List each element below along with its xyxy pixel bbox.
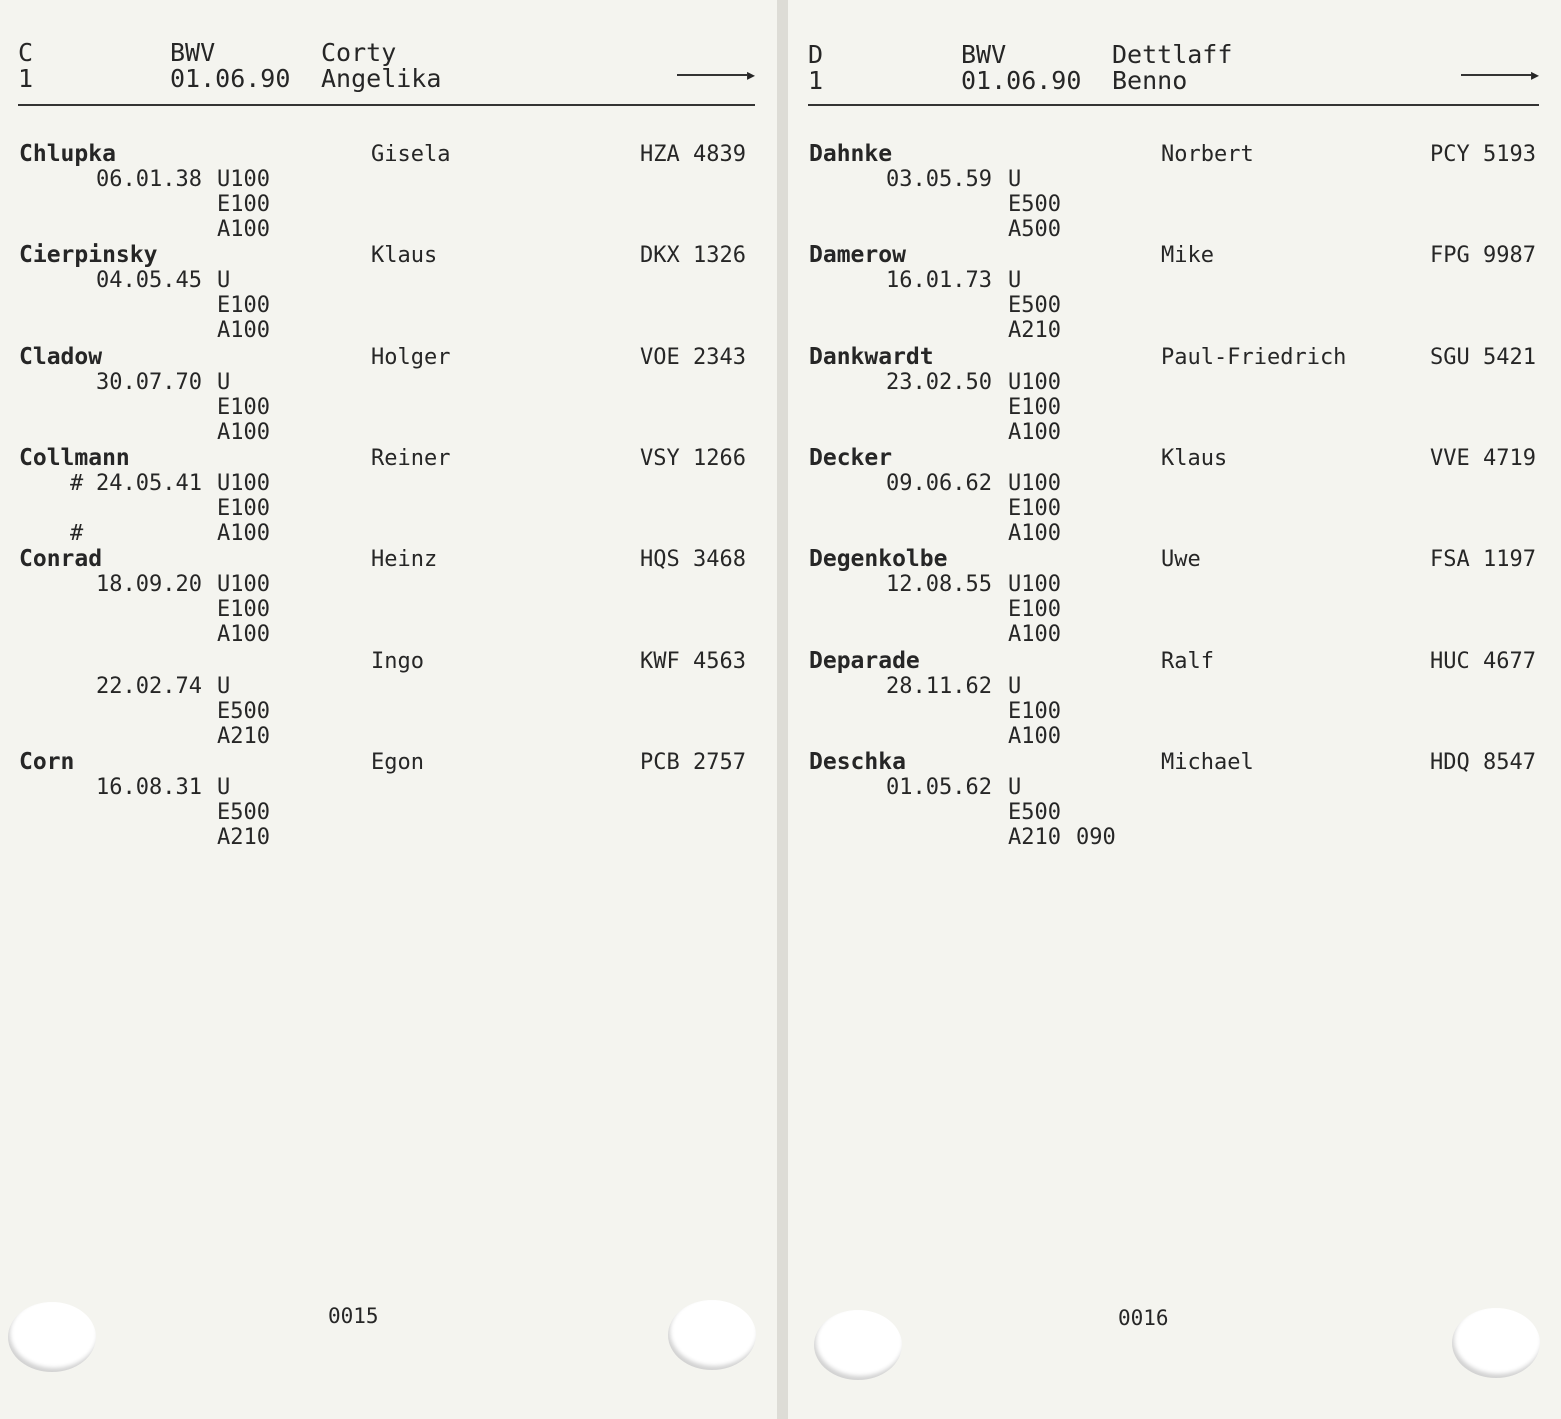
entry-e-code: E100 xyxy=(217,597,270,623)
entry-a-code: A100 xyxy=(1008,622,1061,648)
header-firstname: Benno xyxy=(1112,66,1188,95)
header-letter: C xyxy=(18,38,34,67)
entry-surname: Chlupka xyxy=(19,141,116,167)
list-item xyxy=(0,142,777,243)
arrow-right-icon: ▸ xyxy=(1461,68,1539,82)
entry-birthdate: 03.05.59 xyxy=(886,167,992,192)
list-item xyxy=(788,750,1561,851)
entry-a-code: A210 xyxy=(1008,824,1061,850)
list-item xyxy=(788,142,1561,243)
entry-a-code: A210 xyxy=(217,723,270,749)
entry-code: PCB 2757 xyxy=(640,749,746,775)
entry-a-code: A100 xyxy=(217,520,270,546)
entry-firstname: Norbert xyxy=(1161,142,1254,167)
entry-surname: Corn xyxy=(19,748,75,775)
entry-u-code: U xyxy=(1008,673,1022,699)
entry-surname: Dahnke xyxy=(809,141,893,167)
entry-code: FSA 1197 xyxy=(1430,547,1536,573)
header-date: 01.06.90 xyxy=(170,64,291,93)
entry-u-code: U xyxy=(1008,774,1022,800)
entry-code: VSY 1266 xyxy=(640,445,746,471)
entry-surname: Collmann xyxy=(19,444,130,471)
list-item xyxy=(0,750,777,851)
entry-u-code: U100 xyxy=(1008,369,1061,395)
entry-a-code: A100 xyxy=(217,622,270,648)
entry-u-code: U xyxy=(1008,167,1022,192)
entry-firstname: Heinz xyxy=(371,547,438,573)
entry-u-code: U100 xyxy=(217,167,270,192)
entry-e-code: E500 xyxy=(1008,192,1061,217)
entry-e-code: E100 xyxy=(217,495,270,521)
entry-birthdate: 16.01.73 xyxy=(886,268,992,294)
entry-firstname: Reiner xyxy=(371,445,451,471)
entry-u-code: U100 xyxy=(217,470,270,496)
entry-birthdate: 22.02.74 xyxy=(96,673,202,699)
entry-firstname: Klaus xyxy=(1161,445,1228,471)
entry-code: VOE 2343 xyxy=(640,344,746,370)
entry-firstname: Uwe xyxy=(1161,547,1201,573)
entry-firstname: Ralf xyxy=(1161,648,1214,674)
list-item xyxy=(0,243,777,344)
entry-birthdate: 28.11.62 xyxy=(886,673,992,699)
header-number: 1 xyxy=(808,66,824,95)
header-org: BWV xyxy=(961,40,1007,69)
entry-birthdate: 04.05.45 xyxy=(96,268,202,294)
header-surname: Corty xyxy=(321,38,397,67)
list-item xyxy=(788,243,1561,344)
entry-firstname: Gisela xyxy=(371,142,451,167)
entry-marker: # xyxy=(70,470,84,496)
entry-e-code: E100 xyxy=(217,293,270,319)
entry-firstname: Holger xyxy=(371,344,451,370)
page-right xyxy=(788,0,1561,1419)
entry-u-code: U xyxy=(217,268,231,294)
entry-surname: Degenkolbe xyxy=(809,546,948,573)
entry-code: HZA 4839 xyxy=(640,142,746,167)
header-number: 1 xyxy=(18,64,34,93)
entry-a-extra: 090 xyxy=(1076,824,1116,850)
entry-birthdate: 16.08.31 xyxy=(96,774,202,800)
entry-e-code: E100 xyxy=(1008,495,1061,521)
entry-firstname: Egon xyxy=(371,749,424,775)
list-item xyxy=(788,649,1561,750)
entry-u-code: U100 xyxy=(1008,470,1061,496)
entry-e-code: E500 xyxy=(1008,293,1061,319)
entry-code: PCY 5193 xyxy=(1430,142,1536,167)
entry-e-code: E500 xyxy=(1008,799,1061,825)
entry-u-code: U xyxy=(217,774,231,800)
entry-u-code: U xyxy=(1008,268,1022,294)
header-date: 01.06.90 xyxy=(961,66,1082,95)
punch-hole xyxy=(8,1302,96,1372)
punch-hole xyxy=(1452,1308,1540,1378)
entry-u-code: U xyxy=(217,673,231,699)
entry-birthdate: 24.05.41 xyxy=(96,470,202,496)
entry-a-code: A100 xyxy=(217,318,270,344)
entry-a-code: A100 xyxy=(1008,723,1061,749)
entry-firstname: Mike xyxy=(1161,243,1214,269)
page-left xyxy=(0,0,777,1419)
entry-a-code: A500 xyxy=(1008,217,1061,242)
punch-hole xyxy=(668,1300,756,1370)
header-firstname: Angelika xyxy=(321,64,442,93)
page-header xyxy=(18,38,755,106)
entry-e-code: E100 xyxy=(217,192,270,217)
list-item xyxy=(788,446,1561,547)
entry-a-code: A210 xyxy=(1008,318,1061,344)
binding-gutter xyxy=(777,0,788,1419)
entry-code: FPG 9987 xyxy=(1430,243,1536,269)
entry-code: SGU 5421 xyxy=(1430,344,1536,370)
list-item xyxy=(0,649,777,750)
entry-surname: Decker xyxy=(809,444,893,471)
entry-e-code: E500 xyxy=(217,799,270,825)
entry-a-code: A100 xyxy=(1008,419,1061,445)
entry-firstname: Klaus xyxy=(371,243,438,269)
entry-birthdate: 12.08.55 xyxy=(886,572,992,598)
entry-u-code: U100 xyxy=(217,572,270,598)
list-item xyxy=(788,547,1561,648)
entry-birthdate: 30.07.70 xyxy=(96,369,202,395)
list-item xyxy=(0,446,777,547)
entry-a-code: A100 xyxy=(217,217,270,242)
entry-u-code: U xyxy=(217,369,231,395)
entry-a-code: A100 xyxy=(217,419,270,445)
punch-hole xyxy=(814,1310,902,1380)
entry-birthdate: 23.02.50 xyxy=(886,369,992,395)
entry-u-code: U100 xyxy=(1008,572,1061,598)
entry-code: VVE 4719 xyxy=(1430,445,1536,471)
entry-firstname: Paul-Friedrich xyxy=(1161,344,1347,370)
entry-birthdate: 06.01.38 xyxy=(96,167,202,192)
header-surname: Dettlaff xyxy=(1112,40,1233,69)
entry-a-code: A210 xyxy=(217,824,270,850)
entry-surname: Cierpinsky xyxy=(19,242,158,269)
page-number: 0016 xyxy=(1118,1306,1169,1330)
entry-birthdate: 01.05.62 xyxy=(886,774,992,800)
header-letter: D xyxy=(808,40,824,69)
entry-surname: Deschka xyxy=(809,748,906,775)
entry-e-code: E100 xyxy=(1008,394,1061,420)
entry-code: DKX 1326 xyxy=(640,243,746,269)
entry-surname: Conrad xyxy=(19,546,103,573)
entry-code: KWF 4563 xyxy=(640,648,746,674)
entry-e-code: E500 xyxy=(217,698,270,724)
entry-firstname: Ingo xyxy=(371,648,424,674)
entry-marker: # xyxy=(70,520,84,546)
page-number: 0015 xyxy=(328,1304,379,1328)
list-item xyxy=(0,547,777,648)
entry-birthdate: 18.09.20 xyxy=(96,572,202,598)
entry-e-code: E100 xyxy=(217,394,270,420)
entry-e-code: E100 xyxy=(1008,698,1061,724)
arrow-right-icon: ▸ xyxy=(677,68,755,82)
entry-code: HQS 3468 xyxy=(640,547,746,573)
entry-surname: Deparade xyxy=(809,647,920,674)
list-item xyxy=(788,345,1561,446)
page-header xyxy=(808,38,1539,106)
entry-e-code: E100 xyxy=(1008,597,1061,623)
list-item xyxy=(0,345,777,446)
header-org: BWV xyxy=(170,38,216,67)
entry-firstname: Michael xyxy=(1161,749,1254,775)
entry-surname: Damerow xyxy=(809,242,906,269)
entry-a-code: A100 xyxy=(1008,520,1061,546)
entry-surname: Cladow xyxy=(19,343,103,370)
entry-surname: Dankwardt xyxy=(809,343,934,370)
entry-birthdate: 09.06.62 xyxy=(886,470,992,496)
entry-code: HUC 4677 xyxy=(1430,648,1536,674)
entry-code: HDQ 8547 xyxy=(1430,749,1536,775)
